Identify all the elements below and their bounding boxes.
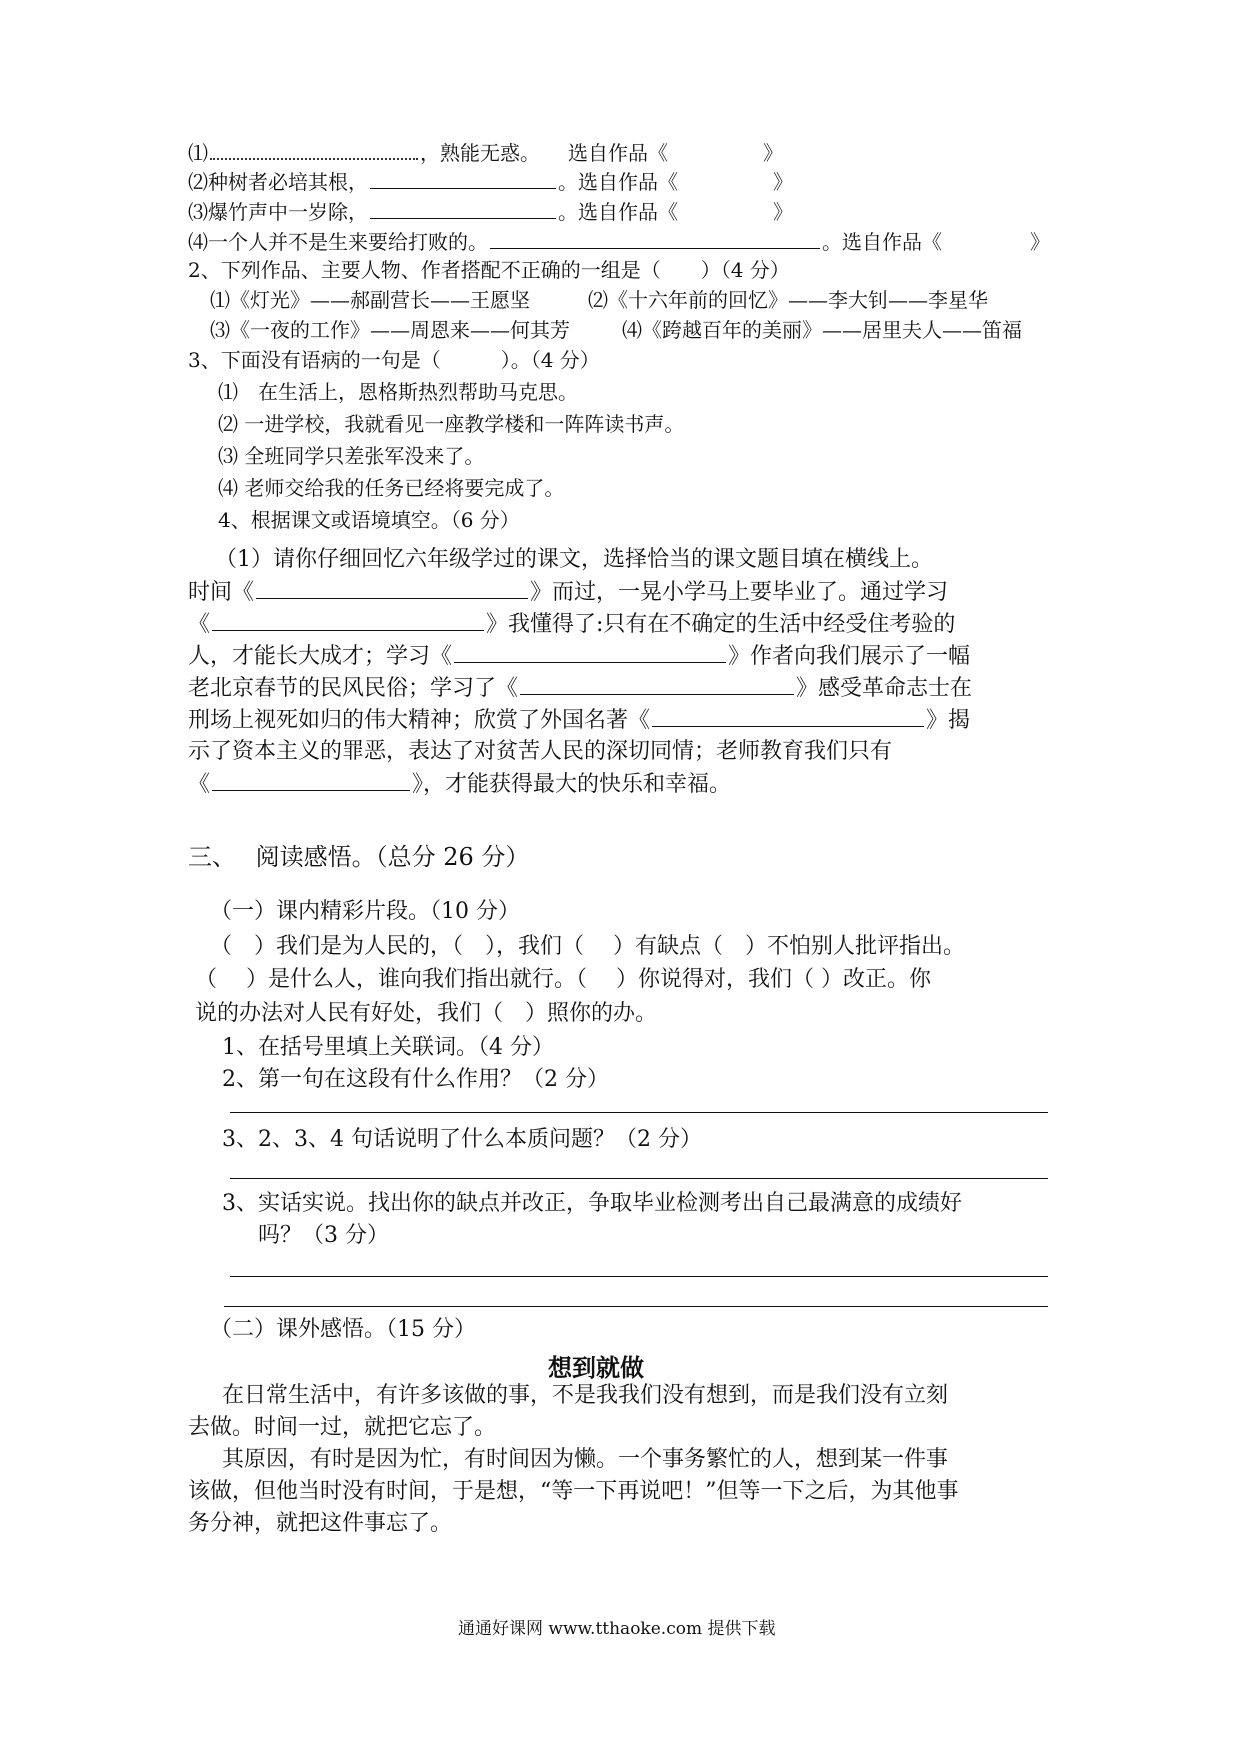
q4-line-3 <box>188 642 970 671</box>
q1-item-1-prefix: ⑴ <box>188 141 208 165</box>
passage-1-line-3: 说的办法对人民有好处，我们（ ）照你的办。 <box>195 1001 658 1026</box>
q2-stem: 2、下列作品、主要人物、作者搭配不正确的一组是（ ）（4 分） <box>188 258 790 282</box>
q4-blank-3[interactable] <box>454 642 726 663</box>
q4-line-1 <box>188 578 948 607</box>
q4-line-5-a: 刑场上视死如归的伟大精神；欣赏了外国名著《 <box>188 708 651 733</box>
question-2: 2、第一句在这段有什么作用？（2 分） <box>222 1067 609 1092</box>
q4-line-1-b: 》而过，一晃小学马上要毕业了。通过学习 <box>530 580 949 605</box>
q2-option-1: ⑴《灯光》——郝副营长——王愿坚 <box>210 288 530 312</box>
q4-line-4 <box>188 674 972 703</box>
q3-option-2: ⑵ 一进学校，我就看见一座教学楼和一阵阵读书声。 <box>218 412 685 436</box>
q4-line-2 <box>188 610 955 639</box>
essay-para-1-line-1: 在日常生活中，有许多该做的事，不是我我们没有想到，而是我们没有立刻 <box>222 1383 949 1408</box>
q4-line-7-a: 《 <box>188 772 211 797</box>
answer-line-4[interactable] <box>224 1306 1048 1307</box>
q1-item-4-source-label: 。选自作品《 <box>822 230 942 254</box>
q4-stem: 4、根据课文或语境填空。（6 分） <box>218 508 520 532</box>
q1-item-1-text: ，熟能无惑。 <box>420 141 540 165</box>
q4-line-7-b: 》，才能获得最大的快乐和幸福。 <box>412 772 732 797</box>
q4-line-3-a: 人，才能长大成才；学习《 <box>188 644 453 669</box>
q4-line-4-a: 老北京春节的民风民俗；学习了《 <box>188 676 519 701</box>
q3-option-4: ⑷ 老师交给我的任务已经将要完成了。 <box>218 476 565 500</box>
q1-item-4 <box>188 228 1050 254</box>
q1-item-3-source-end: 》 <box>773 200 793 224</box>
q4-line-2-a: 《 <box>188 612 211 637</box>
q1-item-1 <box>188 138 783 165</box>
q2-option-4: ⑷《跨越百年的美丽》——居里夫人——笛福 <box>622 318 1022 342</box>
q1-item-1-source-end: 》 <box>763 141 783 165</box>
question-3: 3、2、3、4 句话说明了什么本质问题？（2 分） <box>222 1127 702 1152</box>
q4-line-5 <box>188 706 970 735</box>
q1-item-4-source-end: 》 <box>1030 230 1050 254</box>
q2-option-2: ⑵《十六年前的回忆》——李大钊——李星华 <box>588 288 988 312</box>
q1-item-3-prefix: ⑶爆竹声中一岁除， <box>188 200 368 224</box>
part-1-title: （一）课内精彩片段。（10 分） <box>210 899 520 924</box>
q4-line-6: 示了资本主义的罪恶，表达了对贫苦人民的深切同情；老师教育我们只有 <box>188 739 893 764</box>
question-1: 1、在括号里填上关联词。（4 分） <box>222 1035 554 1060</box>
q4-blank-4[interactable] <box>520 674 794 695</box>
q4-intro: （1）请你仔细回忆六年级学过的课文，选择恰当的课文题目填在横线上。 <box>215 547 933 572</box>
q4-line-5-b: 》揭 <box>926 708 971 733</box>
q1-item-3-source-label: 选自作品《 <box>578 200 678 224</box>
q1-item-2-prefix: ⑵种树者必培其根， <box>188 170 368 194</box>
q1-item-1-blank[interactable] <box>210 138 418 160</box>
answer-line-3[interactable] <box>230 1276 1048 1277</box>
q1-item-1-source-label: 选自作品《 <box>568 141 668 165</box>
q4-line-4-b: 》感受革命志士在 <box>796 676 973 701</box>
essay-title: 想到就做 <box>548 1353 644 1382</box>
answer-line-2[interactable] <box>230 1178 1048 1179</box>
q4-line-7 <box>188 770 731 799</box>
part-2-title: （二）课外感悟。（15 分） <box>210 1317 476 1342</box>
q1-item-2 <box>188 168 793 194</box>
passage-1-line-2: （ ）是什么人，谁向我们指出就行。（ ）你说得对，我们（ ）改正。你 <box>195 967 931 992</box>
q4-line-3-b: 》作者向我们展示了一幅 <box>728 644 971 669</box>
q3-option-1: ⑴ 在生活上，恩格斯热烈帮助马克思。 <box>218 380 578 404</box>
essay-para-2-line-2: 该做，但他当时没有时间，于是想，“等一下再说吧！”但等一下之后，为其他事 <box>188 1479 959 1504</box>
q4-blank-1[interactable] <box>256 578 528 599</box>
q4-blank-6[interactable] <box>212 770 410 791</box>
passage-1-line-1: （ ）我们是为人民的，（ ），我们（ ）有缺点（ ）不怕别人批评指出。 <box>210 934 965 959</box>
essay-para-1-line-2: 去做。时间一过，就把它忘了。 <box>188 1415 497 1440</box>
essay-para-2-line-3: 务分神，就把这件事忘了。 <box>188 1511 453 1536</box>
question-4-line-2: 吗？（3 分） <box>258 1223 389 1248</box>
q1-item-3 <box>188 198 793 224</box>
essay-para-2-line-1: 其原因，有时是因为忙，有时间因为懒。一个事务繁忙的人，想到某一件事 <box>222 1447 949 1472</box>
q1-item-4-blank[interactable] <box>490 228 820 249</box>
question-4-line-1: 3、实话实说。找出你的缺点并改正，争取毕业检测考出自己最满意的成绩好 <box>222 1191 962 1216</box>
q2-option-3: ⑶《一夜的工作》——周恩来——何其芳 <box>210 318 570 342</box>
q1-item-3-blank[interactable] <box>370 198 556 219</box>
q1-item-2-source-end: 》 <box>773 170 793 194</box>
page-footer: 通通好课网 www.tthaoke.com 提供下载 <box>458 1619 776 1639</box>
section-3-heading: 三、 阅读感悟。（总分 26 分） <box>188 843 530 871</box>
answer-line-1[interactable] <box>230 1112 1048 1113</box>
q3-stem: 3、下面没有语病的一句是（ ）。（4 分） <box>188 348 600 372</box>
q1-item-2-source-label: 选自作品《 <box>578 170 678 194</box>
q4-line-2-b: 》我懂得了:只有在不确定的生活中经受住考验的 <box>486 612 956 637</box>
q1-item-2-blank[interactable] <box>370 168 556 189</box>
q4-line-1-a: 时间《 <box>188 580 255 605</box>
q4-blank-2[interactable] <box>212 610 484 631</box>
q1-item-2-text: 。 <box>558 170 578 194</box>
q1-item-4-prefix: ⑷一个人并不是生来要给打败的。 <box>188 230 488 254</box>
q3-option-3: ⑶ 全班同学只差张军没来了。 <box>218 444 485 468</box>
q1-item-3-text: 。 <box>558 200 578 224</box>
q4-blank-5[interactable] <box>652 706 924 727</box>
